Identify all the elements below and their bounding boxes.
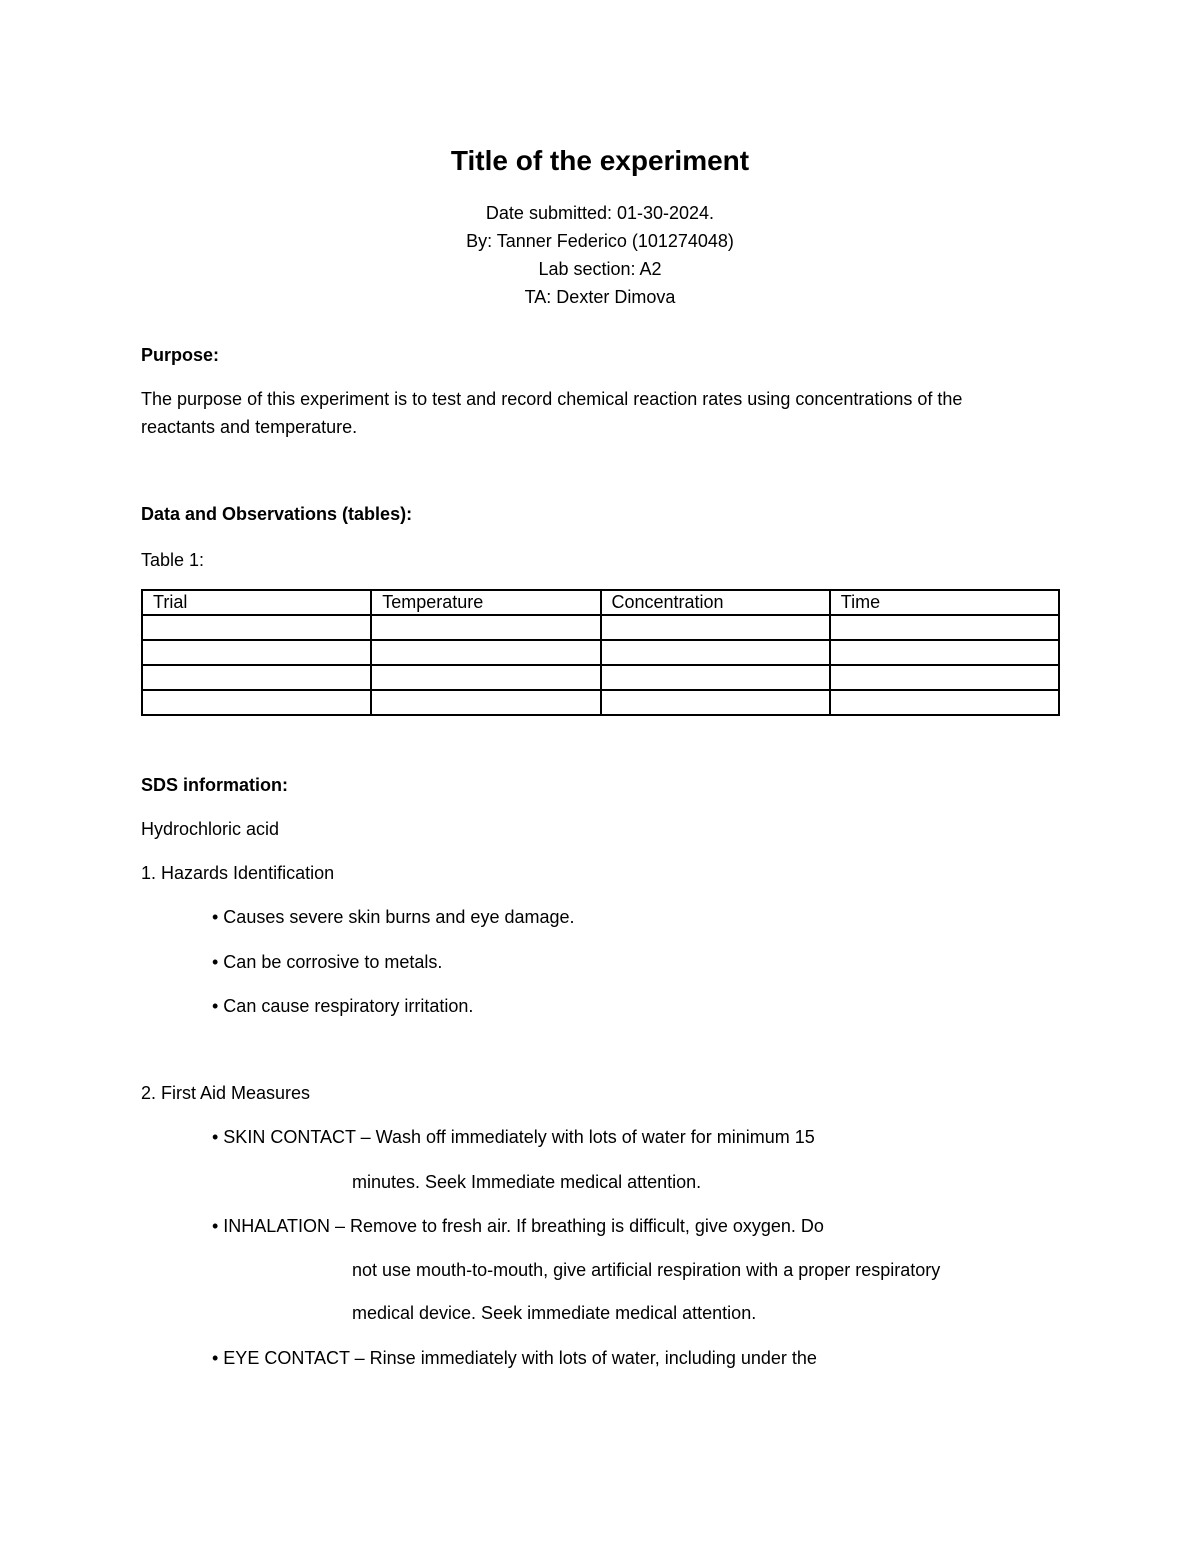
purpose-text-line: reactants and temperature. (141, 417, 358, 437)
table-row (142, 640, 1059, 665)
table-header-row (142, 590, 1059, 615)
observations-table (141, 589, 1060, 716)
table-header-cell: Time (830, 590, 1059, 615)
first-aid-continuation: minutes. Seek Immediate medical attention. (352, 1172, 702, 1192)
table-cell (601, 640, 830, 665)
table-cell (601, 615, 830, 640)
table-header-cell: Trial (142, 590, 371, 615)
chemical-name: Hydrochloric acid (141, 819, 280, 839)
sds-heading: SDS information: (141, 775, 288, 795)
first-aid-continuation: not use mouth-to-mouth, give artificial respiration with a proper respiratory (352, 1260, 941, 1280)
lab-section: Lab section: A2 (538, 259, 662, 279)
table-cell (601, 690, 830, 715)
purpose-text-line: The purpose of this experiment is to test and record chemical reaction rates using concentrations of the (141, 389, 963, 409)
hazard-item: • Causes severe skin burns and eye damage. (212, 907, 575, 927)
document-title: Title of the experiment (450, 145, 750, 176)
table-header-cell: Concentration (601, 590, 830, 615)
data-observations-heading: Data and Observations (tables): (141, 504, 413, 524)
date-submitted: Date submitted: 01-30-2024. (485, 203, 715, 223)
table-cell (601, 665, 830, 690)
table-cell (142, 690, 371, 715)
table-label: Table 1: (141, 550, 205, 570)
purpose-heading: Purpose: (141, 345, 220, 365)
table-cell (830, 665, 1059, 690)
table-cell (830, 690, 1059, 715)
table-cell (830, 615, 1059, 640)
table-row (142, 690, 1059, 715)
table-cell (371, 665, 600, 690)
table-row (142, 665, 1059, 690)
table-row (142, 615, 1059, 640)
first-aid-continuation: medical device. Seek immediate medical attention. (352, 1303, 757, 1323)
hazard-item: • Can cause respiratory irritation. (212, 996, 474, 1016)
table-header-cell: Temperature (371, 590, 600, 615)
table-cell (371, 690, 600, 715)
table-cell (142, 615, 371, 640)
table-cell (371, 615, 600, 640)
hazards-heading: 1. Hazards Identification (141, 863, 335, 883)
first-aid-item: • EYE CONTACT – Rinse immediately with lots of water, including under the (212, 1348, 817, 1368)
table-cell (830, 640, 1059, 665)
first-aid-item: • INHALATION – Remove to fresh air. If breathing is difficult, give oxygen. Do (212, 1216, 824, 1236)
table-cell (142, 665, 371, 690)
first-aid-heading: 2. First Aid Measures (141, 1083, 311, 1103)
table-cell (142, 640, 371, 665)
first-aid-item: • SKIN CONTACT – Wash off immediately with lots of water for minimum 15 (212, 1127, 815, 1147)
table-cell (371, 640, 600, 665)
author-line: By: Tanner Federico (101274048) (466, 231, 734, 251)
hazard-item: • Can be corrosive to metals. (212, 952, 443, 972)
ta-line: TA: Dexter Dimova (524, 287, 676, 307)
